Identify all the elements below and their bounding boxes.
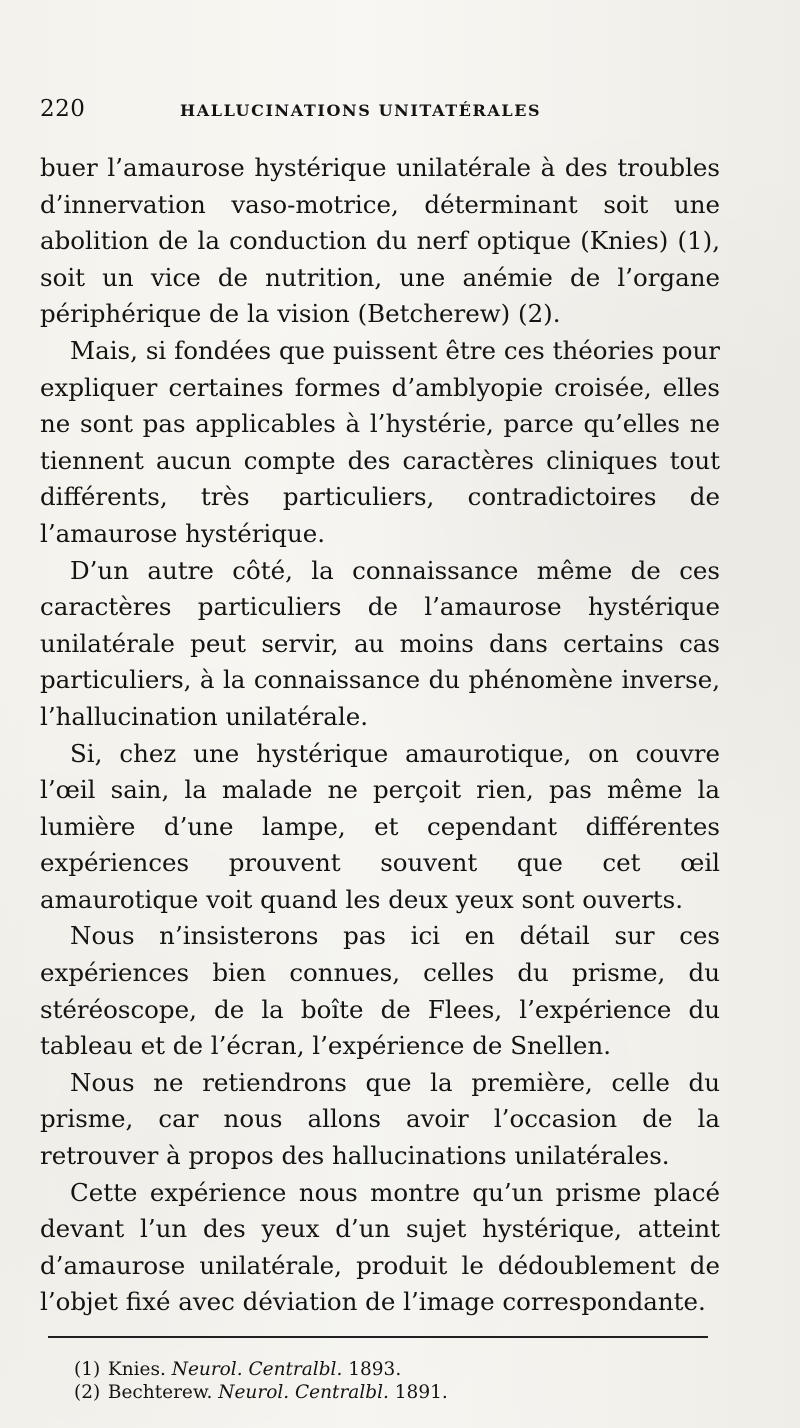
paragraph-6: Nous ne retiendrons que la première, celle du prisme, car nous allons avoir l’occasion de la retrouver à propos des hallucinations unilatérales. — [40, 1067, 720, 1171]
footnote-1 — [74, 1358, 694, 1381]
footnote-author: Bechterew. — [107, 1382, 213, 1403]
footnote-journal: Neurol. Centralbl. — [171, 1359, 343, 1380]
paragraph-3: D’un autre côté, la connaissance même de ces caractères particuliers de l’amaurose hystérique unilatérale peut servir, au moins dans certains cas particuliers, à la connaissance du phénomène inverse, l’hallucination unilatérale. — [40, 555, 720, 731]
footnote-mark: (2) — [74, 1382, 101, 1403]
paragraph-4: Si, chez une hystérique amaurotique, on couvre l’œil sain, la malade ne perçoit rien, pas même la lumière d’une lampe, et cependant différentes expériences prouvent souvent que cet œil amaurotique voit quand les deux yeux sont ouverts. — [40, 738, 720, 914]
paragraph-5: Nous n’insisterons pas ici en détail sur ces expériences bien connues, celles du prisme, du stéréoscope, de la boîte de Flees, l’expérience du tableau et de l’écran, l’expérience de Snellen. — [40, 921, 720, 1061]
footnotes — [74, 1358, 694, 1404]
paragraph-7: Cette expérience nous montre qu’un prisme placé devant l’un des yeux d’un sujet hystérique, atteint d’amaurose unilatérale, produit le dédoublement de l’objet fixé avec déviation de l’image correspondante. — [40, 1177, 720, 1317]
paragraph-1: buer l’amaurose hystérique unilatérale à des troubles d’innervation vaso-motrice, déterminant soit une abolition de la conduction du nerf optique (Knies) (1), soit un vice de nutrition, une anémie de l’organe périphérique de la vision (Betcherew) (2). — [40, 153, 720, 329]
footnote-divider — [48, 1336, 708, 1338]
page-number: 220 — [40, 96, 86, 122]
footnote-author: Knies. — [107, 1359, 166, 1380]
footnote-mark: (1) — [74, 1359, 101, 1380]
running-head: HALLUCINATIONS UNITATÉRALES — [180, 101, 542, 120]
footnote-journal: Neurol. Centralbl. — [218, 1382, 389, 1403]
body-text — [40, 150, 720, 1321]
footnote-2 — [74, 1381, 694, 1404]
footnote-year: 1891. — [394, 1382, 448, 1403]
page-header — [40, 96, 710, 146]
paragraph-2: Mais, si fondées que puissent être ces théories pour expliquer certaines formes d’amblyopie croisée, elles ne sont pas applicables à l’hystérie, parce qu’elles ne tiennent aucun compte des caractères cliniques tout différents, très particuliers, contradictoires de l’amaurose hystérique. — [40, 335, 720, 548]
footnote-year: 1893. — [348, 1359, 402, 1380]
